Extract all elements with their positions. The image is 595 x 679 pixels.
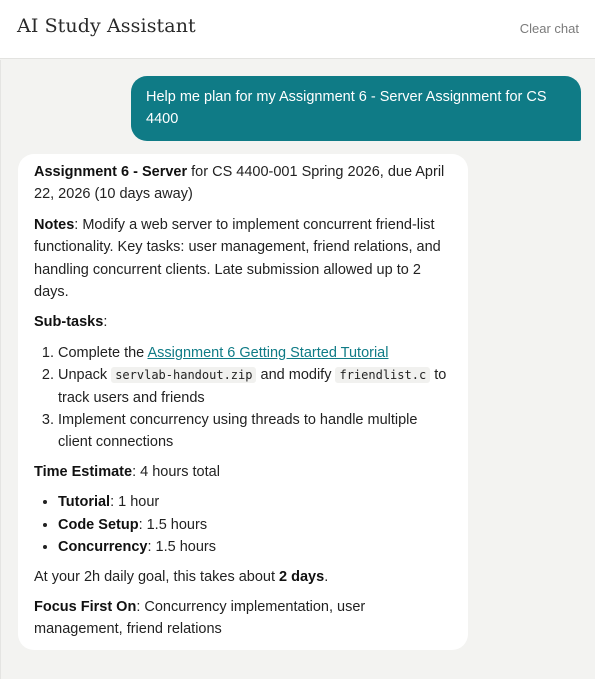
assistant-message	[18, 154, 468, 650]
breakdown-value: : 1.5 hours	[147, 539, 216, 556]
time-breakdown-list	[34, 491, 452, 558]
time-estimate-text: : 4 hours total	[132, 463, 220, 480]
subtask-item-2	[58, 364, 452, 409]
tutorial-link[interactable]: Assignment 6 Getting Started Tutorial	[147, 344, 389, 361]
subtasks-heading	[34, 311, 452, 333]
breakdown-value: : 1.5 hours	[138, 516, 208, 533]
focus-first	[34, 596, 452, 641]
time-estimate	[34, 461, 452, 483]
time-estimate-label: Time Estimate	[34, 463, 133, 480]
notes-label: Notes	[34, 216, 75, 233]
friendlist-code: friendlist.c	[335, 367, 430, 383]
user-message: Help me plan for my Assignment 6 - Server Assignment for CS 4400	[131, 76, 581, 141]
breakdown-item-code-setup	[58, 514, 452, 536]
subtask-item-1	[58, 342, 452, 364]
goal-days: 2 days	[279, 568, 325, 585]
subtasks-label: Sub-tasks	[34, 314, 104, 331]
focus-label: Focus First On	[34, 598, 137, 615]
subtask-2-text-b: and modify	[256, 367, 336, 384]
app-title: AI Study Assistant	[17, 15, 196, 37]
handout-zip-code: servlab-handout.zip	[111, 367, 256, 383]
subtask-1-text: Complete the	[58, 344, 148, 361]
breakdown-label: Code Setup	[58, 516, 139, 533]
breakdown-label: Tutorial	[58, 494, 111, 511]
focus-text: : Concurrency implementation, user management, friend relations	[34, 598, 366, 638]
assignment-summary	[34, 161, 452, 206]
daily-goal-text	[34, 566, 452, 588]
breakdown-value: : 1 hour	[110, 494, 160, 511]
subtask-2-text-a: Unpack	[58, 367, 112, 384]
breakdown-item-tutorial	[58, 491, 452, 513]
subtask-2-text-c: to track users and friends	[58, 367, 447, 406]
chat-area[interactable]	[0, 60, 595, 679]
subtasks-colon: :	[103, 314, 108, 331]
assignment-title: Assignment 6 - Server	[34, 164, 188, 180]
breakdown-label: Concurrency	[58, 539, 148, 556]
goal-period: .	[324, 568, 329, 585]
subtask-list	[34, 342, 452, 454]
goal-text: At your 2h daily goal, this takes about	[34, 568, 280, 585]
notes-paragraph	[34, 214, 452, 304]
assignment-details: for CS 4400-001 Spring 2026, due April 22, 2026 (10 days away)	[34, 164, 445, 203]
notes-text: : Modify a web server to implement concurrent friend-list functionality. Key tasks: user management, friend relations, and handling concurrent clients. Late submission allowed up to 2 days.	[34, 216, 441, 301]
app-header	[0, 0, 595, 59]
clear-chat-button[interactable]: Clear chat	[519, 21, 579, 36]
subtask-item-3: 3. Implement concurrency using threads to handle multiple client connections	[58, 409, 452, 454]
breakdown-item-concurrency	[58, 536, 452, 558]
